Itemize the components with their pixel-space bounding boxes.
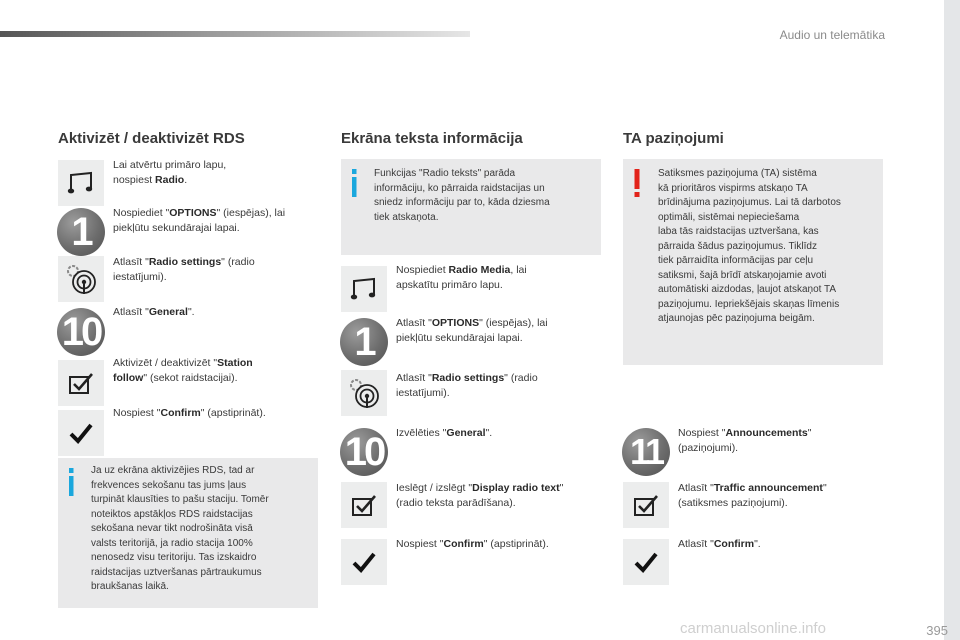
step-display-radio-text: Ieslēgt / izslēgt "Display radio text" (radio teksta parādīšana). — [396, 482, 564, 509]
ta-warning-text: Satiksmes paziņojuma (TA) sistēma kā prioritāros vispirms atskaņo TA brīdinājuma paziņojumus. Lai tā darbotos optimāli, sistēmai nepieciešama laba tās raidstacijas uztveršana, kas pārraida šādus paziņojumus. Tiklīdz tiek pārraidīta informācijas par ceļu satiksmi, šajā brīdī atskaņojamie avoti automātiski aizdodas, ļaujot atskaņot TA paziņojumu. Iepriekšējais skaņas līmenis atjaunojas pēc paziņojuma beigām. — [658, 168, 841, 324]
radio-text-info: Funkcijas "Radio teksts" parāda informāciju, ko pārraida raidstacijas un sniedz informāciju par to, kāda dziesma tiek atskaņota. — [374, 168, 550, 223]
page-header-title: Audio un telemātika — [779, 28, 885, 42]
header-gradient-bar — [0, 31, 470, 37]
radio-settings-icon — [58, 256, 104, 302]
step-traffic-announcement: Atlasīt "Traffic announcement" (satiksmes paziņojumi). — [678, 482, 827, 509]
page-edge-strip — [944, 0, 960, 640]
step-confirm: Atlasīt "Confirm". — [678, 538, 761, 550]
music-note-icon — [341, 266, 387, 312]
info-icon — [65, 468, 77, 496]
step-station-follow: Aktivizēt / deaktivizēt "Station follow" (sekot raidstacijai). — [113, 357, 253, 384]
step-number-11: 11 — [622, 428, 670, 476]
step-radio-settings: Atlasīt "Radio settings" (radio iestatījumi). — [113, 256, 255, 283]
step-general: Atlasīt "General". — [113, 306, 195, 318]
warning-icon — [631, 169, 643, 197]
rds-info-box — [58, 458, 318, 608]
step-general: Izvēlēties "General". — [396, 427, 493, 439]
step-number-1: 1 — [57, 208, 105, 256]
step-open-main-page: Lai atvērtu primāro lapu, nospiest Radio. — [113, 159, 227, 186]
step-radio-media: Nospiediet Radio Media, lai apskatītu primāro lapu. — [396, 264, 527, 291]
page-number: 395 — [926, 623, 948, 638]
checkmark-icon — [623, 539, 669, 585]
step-number-1: 1 — [340, 318, 388, 366]
rds-info-text: Ja uz ekrāna aktivizējies RDS, tad ar frekvences sekošanu tas jums ļaus turpināt klausīties to pašu staciju. Tomēr noteiktos apstākļos RDS raidstacijas sekošana nevar tikt nodrošināta visā valsts teritorijā, ja radio stacija 100% nenosedz visu teritoriju. Tas izskaidro raidstacijas uztveršanas pārtraukumus braukšanas laikā. — [91, 465, 269, 592]
watermark: carmanualsonline.info — [680, 620, 826, 637]
step-options: Nospiediet "OPTIONS" (iespējas), lai piekļūtu sekundārajai lapai. — [113, 207, 286, 234]
step-number-10: 10 — [340, 428, 388, 476]
section-title-rds: Aktivizēt / deaktivizēt RDS — [58, 130, 245, 147]
info-icon — [348, 169, 360, 197]
radio-text-info-box — [341, 159, 601, 255]
checkmark-icon — [58, 410, 104, 456]
music-note-icon — [58, 160, 104, 206]
checkmark-icon — [341, 539, 387, 585]
section-title-radio-text: Ekrāna teksta informācija — [341, 130, 523, 147]
step-confirm: Nospiest "Confirm" (apstiprināt). — [113, 407, 266, 419]
radio-settings-icon — [341, 370, 387, 416]
step-confirm: Nospiest "Confirm" (apstiprināt). — [396, 538, 549, 550]
ta-warning-box — [623, 159, 883, 365]
step-options: Atlasīt "OPTIONS" (iespējas), lai piekļūtu sekundārajai lapai. — [396, 317, 548, 344]
step-announcements: Nospiest "Announcements" (paziņojumi). — [678, 427, 812, 454]
checkbox-icon — [623, 482, 669, 528]
step-radio-settings: Atlasīt "Radio settings" (radio iestatījumi). — [396, 372, 538, 399]
checkbox-icon — [341, 482, 387, 528]
step-number-10: 10 — [57, 308, 105, 356]
checkbox-icon — [58, 360, 104, 406]
section-title-ta: TA paziņojumi — [623, 130, 724, 147]
